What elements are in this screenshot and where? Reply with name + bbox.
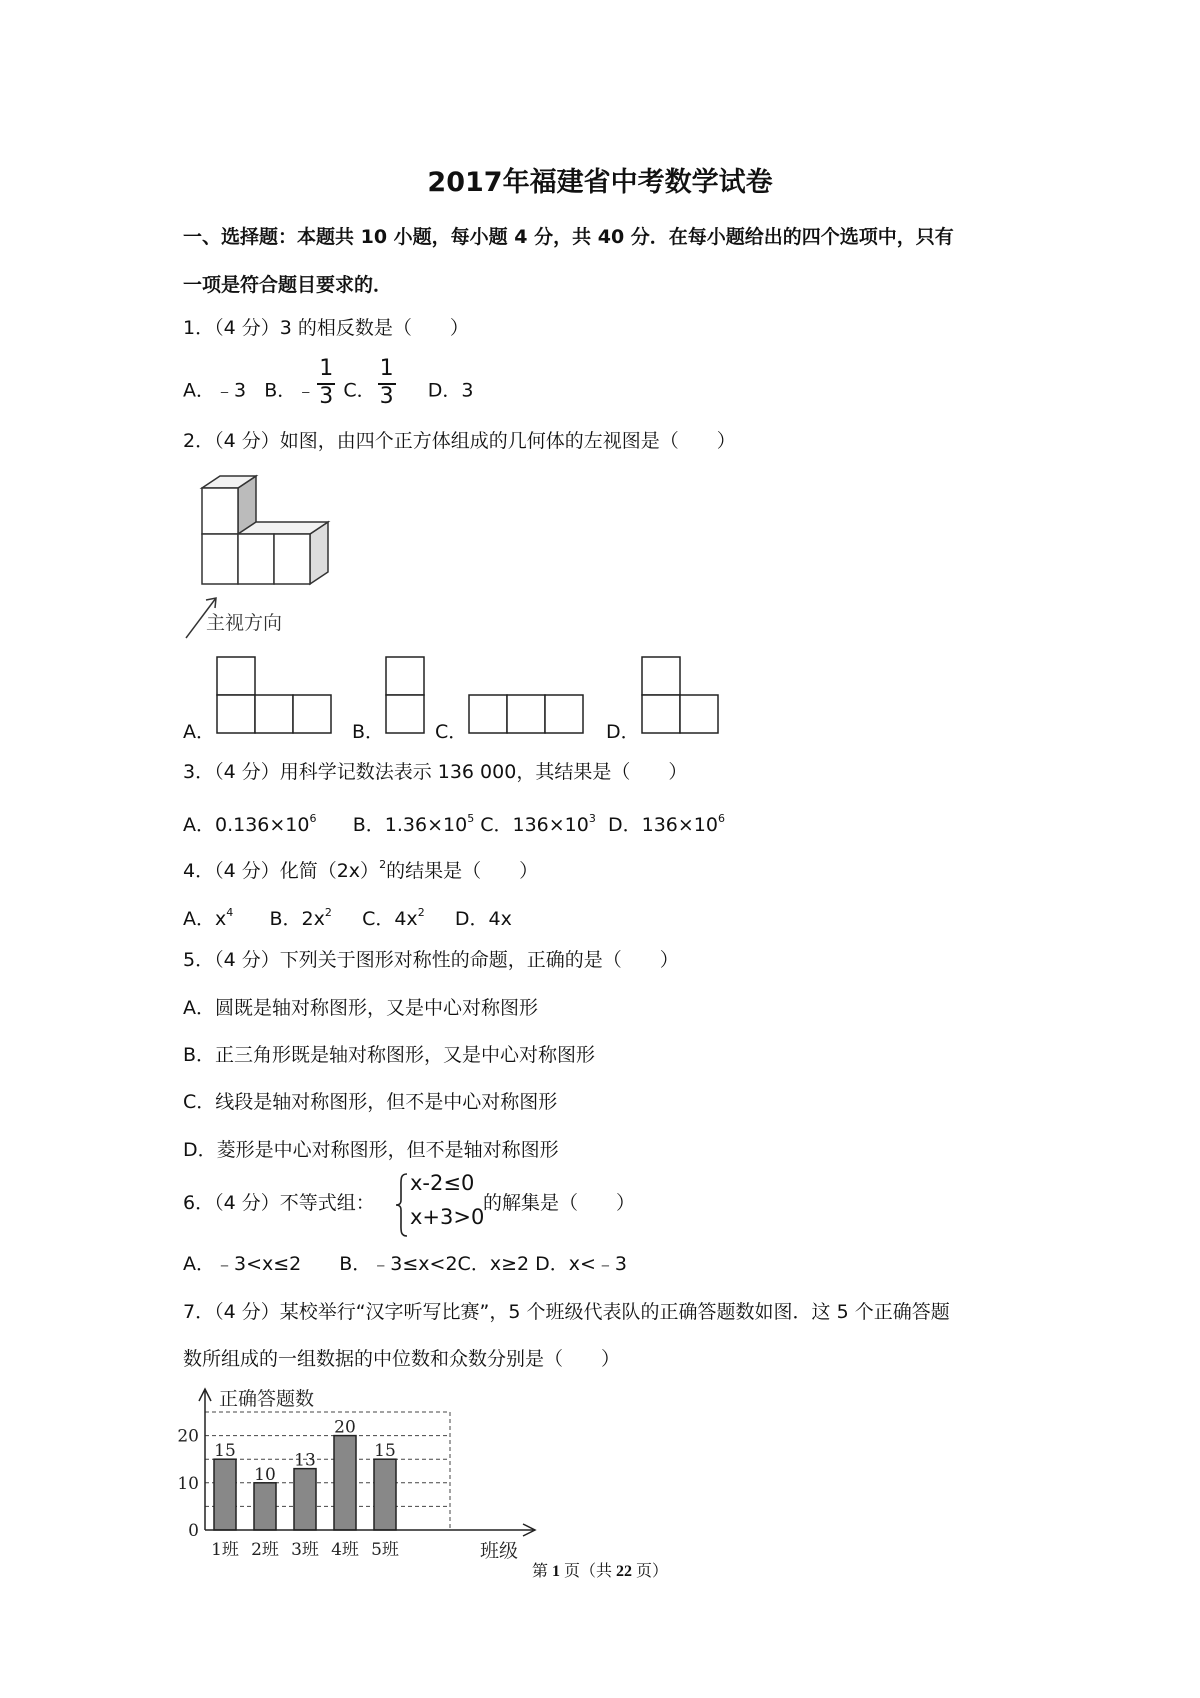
q5-option-d: D．菱形是中心对称图形，但不是轴对称图形	[183, 1139, 559, 1161]
x-tick-label: 3班	[291, 1540, 319, 1560]
x-axis-title: 班级	[480, 1540, 519, 1560]
x-tick-label: 2班	[251, 1540, 279, 1560]
page-title: 2017年福建省中考数学试卷	[427, 167, 773, 198]
section-heading-line2: 一项是符合题目要求的．	[183, 274, 393, 296]
q6-inequality-1: x-2≤0	[410, 1171, 475, 1195]
bar	[254, 1483, 276, 1530]
y-tick-label: 0	[188, 1521, 199, 1541]
q2-option-d-label: D．	[606, 721, 640, 743]
q3-option-a: A．$0.136\times 10^6$	[183, 812, 317, 836]
bar-value-label: 10	[254, 1464, 276, 1485]
q5-option-b: B．正三角形既是轴对称图形，又是中心对称图形	[183, 1044, 596, 1066]
q4-option-a: A．$x^4$	[183, 906, 234, 930]
q3-option-c: C．$136\times 10^3$	[480, 812, 596, 836]
bar-value-label: 20	[334, 1417, 356, 1438]
q1-option-a: A．﹣3	[183, 379, 247, 402]
q2-option-b-figure	[384, 655, 428, 735]
q1-stem: 1．（4 分）3 的相反数是（ ）	[183, 317, 469, 339]
q6-brace	[395, 1172, 409, 1238]
y-axis-title: 正确答题数	[219, 1388, 315, 1410]
bar	[374, 1459, 396, 1530]
section-heading-line1: 一、选择题：本题共 10 小题，每小题 4 分，共 40 分．在每小题给出的四个选项中，只有	[183, 226, 954, 248]
q2-option-a-label: A．	[183, 721, 215, 743]
q6-stem-suffix: 的解集是（ ）	[483, 1192, 636, 1214]
q4-stem: 4．（4 分）化简$(2x)^2$的结果是（ ）	[183, 858, 539, 882]
q6-stem-prefix: 6．（4 分）不等式组：	[183, 1192, 375, 1214]
q2-option-a-figure	[215, 655, 335, 735]
q3-stem: 3．（4 分）用科学记数法表示 136 000，其结果是（ ）	[183, 761, 688, 783]
q7-bar-chart	[175, 1385, 545, 1560]
q5-option-a: A．圆既是轴对称图形，又是中心对称图形	[183, 997, 538, 1019]
q7-line1: 7．（4 分）某校举行“汉字听写比赛”，5 个班级代表队的正确答题数如图．这 5 个正确答题	[183, 1301, 950, 1323]
q2-option-c-figure	[467, 693, 587, 735]
q5-stem: 5．（4 分）下列关于图形对称性的命题，正确的是（ ）	[183, 949, 679, 971]
q5-option-c: C．线段是轴对称图形，但不是中心对称图形	[183, 1091, 558, 1113]
q3-option-b: B．$1.36\times 10^5$	[352, 812, 475, 836]
bar-value-label: 15	[374, 1441, 396, 1462]
q4-option-b: B．$2x^2$	[269, 906, 332, 930]
y-tick-label: 10	[177, 1473, 199, 1494]
q1-option-b-prefix: B．﹣	[264, 379, 316, 402]
q1-option-c-prefix: C．	[343, 379, 376, 402]
q4-option-c: C．$4x^2$	[362, 906, 425, 930]
q7-line2: 数所组成的一组数据的中位数和众数分别是（ ）	[183, 1348, 621, 1370]
bar-value-label: 15	[214, 1441, 236, 1462]
x-tick-label: 1班	[211, 1540, 239, 1560]
page-footer: 第 1 页（共 22 页）	[531, 1563, 669, 1580]
q2-direction-label: 主视方向	[206, 612, 283, 634]
q2-option-c-label: C．	[435, 721, 468, 743]
bar	[294, 1469, 316, 1530]
q3-options	[183, 807, 725, 837]
q2-option-d-figure	[640, 655, 722, 735]
chart-gridlines	[205, 1412, 450, 1530]
chart-labels	[177, 1418, 399, 1560]
q6-inequality-2: x+3>0	[410, 1205, 485, 1229]
q2-stem: 2．（4 分）如图，由四个正方体组成的几何体的左视图是（ ）	[183, 430, 736, 452]
x-tick-label: 5班	[371, 1540, 399, 1560]
q4-options	[183, 901, 512, 931]
q1-fraction-b: $\frac{1}{3}$	[319, 356, 334, 409]
q3-option-d: D．$136\times 10^6$	[607, 812, 725, 836]
q6-options: A．﹣3<x≤2 B．﹣3≤x<2C．x≥2 D．x<﹣3	[183, 1253, 627, 1275]
q1-option-d: D．3	[427, 379, 474, 402]
q4-option-d: D．4x	[454, 908, 512, 930]
bar	[214, 1459, 236, 1530]
y-tick-label: 20	[177, 1426, 199, 1447]
bar-value-label: 13	[294, 1450, 316, 1471]
q2-option-b-label: B．	[352, 721, 385, 743]
current-page: 1	[551, 1563, 560, 1580]
bar	[334, 1436, 356, 1530]
q1-options	[183, 356, 474, 412]
q1-fraction-c: $\frac{1}{3}$	[379, 356, 394, 409]
total-pages: 22	[616, 1563, 632, 1580]
x-tick-label: 4班	[331, 1540, 359, 1560]
